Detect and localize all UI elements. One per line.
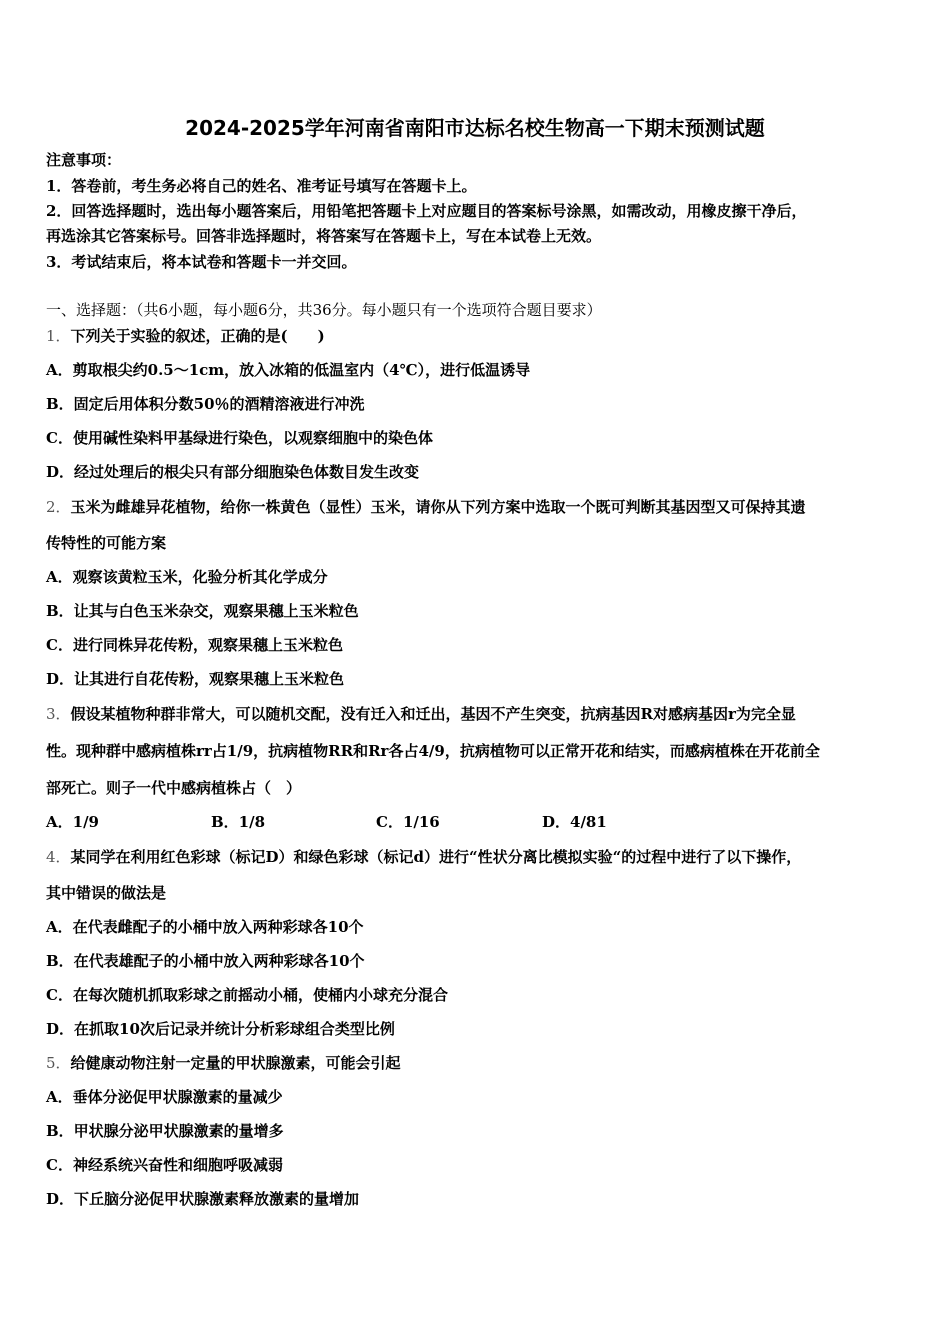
question-5-stem — [46, 1053, 401, 1073]
option-b: B．固定后用体积分数50％的酒精溶液进行冲洗 — [46, 395, 365, 413]
question-2-stem — [46, 497, 806, 517]
notice-heading: 注意事项： — [46, 151, 122, 169]
section-heading: 一、选择题：（共6小题，每小题6分，共36分。每小题只有一个选项符合题目要求） — [46, 301, 602, 319]
option-a: A．在代表雌配子的小桶中放入两种彩球各10个 — [46, 918, 364, 936]
question-text-continued: 性。现种群中感病植株rr占1/9，抗病植物RR和Rr各占4/9，抗病植物可以正常开花和结实，而感病植株在开花前全 — [46, 742, 820, 760]
question-4-stem — [46, 847, 801, 867]
question-text: 玉米为雌雄异花植物，给你一株黄色（显性）玉米，请你从下列方案中选取一个既可判断其基因型又可保持其遗 — [70, 498, 806, 516]
option-d: D．在抓取10次后记录并统计分析彩球组合类型比例 — [46, 1020, 395, 1038]
page-title: 2024-2025学年河南省南阳市达标名校生物高一下期末预测试题 — [185, 116, 765, 140]
notice-item: 1．答卷前，考生务必将自己的姓名、准考证号填写在答题卡上。 — [46, 177, 477, 195]
option-d: D．让其进行自花传粉，观察果穗上玉米粒色 — [46, 670, 345, 688]
option-b: B．在代表雄配子的小桶中放入两种彩球各10个 — [46, 952, 365, 970]
option-d: D．下丘脑分泌促甲状腺激素释放激素的量增加 — [46, 1190, 360, 1208]
notice-item: 再选涂其它答案标号。回答非选择题时，将答案写在答题卡上，写在本试卷上无效。 — [46, 227, 602, 245]
option-a: A．剪取根尖约0.5～1cm，放入冰箱的低温室内（4℃），进行低温诱导 — [46, 361, 531, 379]
option-c: C．使用碱性染料甲基绿进行染色，以观察细胞中的染色体 — [46, 429, 433, 447]
option-a: A．1/9 — [46, 813, 99, 831]
question-text-continued: 传特性的可能方案 — [46, 534, 167, 552]
question-1-stem — [46, 326, 325, 346]
notice-item: 2．回答选择题时，选出每小题答案后，用铅笔把答题卡上对应题目的答案标号涂黑，如需改动，用橡皮擦干净后， — [46, 202, 807, 220]
option-c: C．在每次随机抓取彩球之前摇动小桶，使桶内小球充分混合 — [46, 986, 448, 1004]
question-text: 给健康动物注射一定量的甲状腺激素，可能会引起 — [70, 1054, 401, 1072]
question-text-continued: 部死亡。则子一代中感病植株占（ ） — [46, 779, 302, 797]
question-text: 下列关于实验的叙述，正确的是( ) — [70, 327, 325, 345]
question-number: 3． — [46, 705, 71, 723]
option-b: B．让其与白色玉米杂交，观察果穗上玉米粒色 — [46, 602, 359, 620]
option-d: D．经过处理后的根尖只有部分细胞染色体数目发生改变 — [46, 463, 420, 481]
question-text: 某同学在利用红色彩球（标记D）和绿色彩球（标记d）进行“性状分离比模拟实验“的过程中进行了以下操作， — [70, 848, 802, 866]
question-text: 假设某植物种群非常大，可以随机交配，没有迁入和迁出，基因不产生突变，抗病基因R对感病基因r为完全显 — [70, 705, 796, 723]
notice-item: 3．考试结束后，将本试卷和答题卡一并交回。 — [46, 253, 357, 271]
option-a: A．垂体分泌促甲状腺激素的量减少 — [46, 1088, 283, 1106]
question-number: 1． — [46, 327, 71, 345]
option-c: C．进行同株异花传粉，观察果穗上玉米粒色 — [46, 636, 343, 654]
question-number: 4． — [46, 848, 71, 866]
question-text-continued: 其中错误的做法是 — [46, 884, 167, 902]
question-3-stem — [46, 704, 796, 724]
question-number: 5． — [46, 1054, 71, 1072]
option-b: B．甲状腺分泌甲状腺激素的量增多 — [46, 1122, 284, 1140]
option-c: C．神经系统兴奋性和细胞呼吸减弱 — [46, 1156, 283, 1174]
option-c: C．1/16 — [376, 813, 440, 831]
question-number: 2． — [46, 498, 71, 516]
option-d: D．4/81 — [542, 813, 607, 831]
option-a: A．观察该黄粒玉米，化验分析其化学成分 — [46, 568, 328, 586]
option-b: B．1/8 — [211, 813, 266, 831]
